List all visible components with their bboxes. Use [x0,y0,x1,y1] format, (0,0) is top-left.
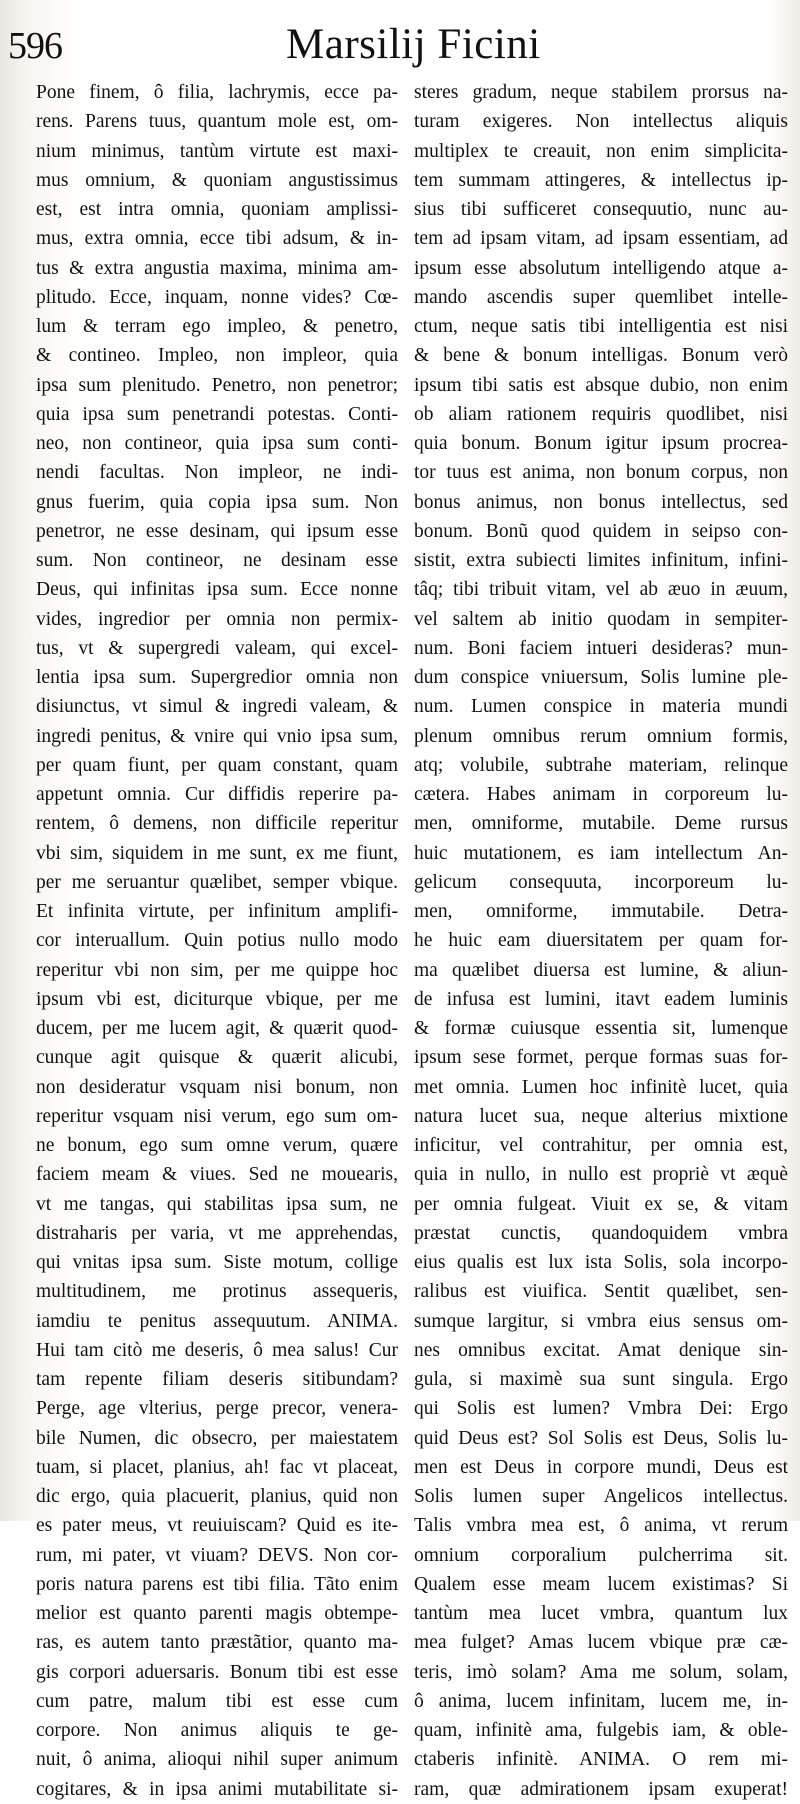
text-line: lum & terram ego impleo, & penetro, [36,316,398,337]
text-line: appetunt omnia. Cur diffidis reperire pa- [36,784,398,805]
text-line: faciem meam & viues. Sed ne mouearis, [36,1164,398,1186]
text-line: Hui tam citò me deseris, ô mea salus! Cur [36,1339,398,1361]
text-line: ipsum tibi satis est absque dubio, non enim [414,374,788,396]
text-line: ctaberis infinitè. ANIMA. O rem mi- [414,1749,788,1771]
text-line: gula, si maximè sua sunt singula. Ergo [414,1369,788,1390]
page-number: 596 [8,25,62,67]
left-text-column [36,78,398,1804]
text-line: rum, mi pater, vt viuam? DEVS. Non cor- [36,1544,398,1566]
text-line: sumque largitur, si vmbra eius sensus om- [414,1310,788,1332]
text-line: cogitares, & in ipsa animi mutabilitate si- [36,1778,398,1800]
text-line: vt me tangas, qui stabilitas ipsa sum, ne [36,1193,398,1215]
text-line: gis corpori aduersaris. Bonum tibi est esse [36,1661,398,1683]
text-line: mea fulget? Amas lucem vbique præ cæ- [414,1632,788,1654]
text-line: Deus, qui infinitas ipsa sum. Ecce nonne [36,579,398,601]
text-line: Et infinita virtute, per infinitum amplifi- [36,901,398,922]
text-line: men, omniforme, mutabile. Deme rursus [414,813,788,835]
text-line: bonum. Bonũ quod quidem in seipso con- [414,520,788,542]
text-line: vides, ingredior per omnia non permix- [36,608,398,630]
text-line: Talis vmbra mea est, ô anima, vt rerum [414,1515,788,1537]
text-line: nuit, ô anima, alioqui nihil super animum [36,1749,398,1771]
text-line: tem ad ipsam vitam, ad ipsam essentiam, ad [414,228,788,250]
text-line: ram, quæ admirationem ipsam exuperat! [414,1778,788,1800]
text-line: ob aliam rationem requiris quodlibet, nisi [414,403,788,425]
text-line: ipsum sese formet, perque formas suas for- [414,1047,788,1069]
text-line: tam repente filiam deseris sitibundam? [36,1369,398,1390]
text-line: qui vnitas ipsa sum. Siste motum, collige [36,1252,398,1273]
text-line: tus, vt & supergredi valeam, qui excel- [36,637,398,659]
text-line: omnium corporalium pulcherrima sit. [414,1544,788,1566]
text-line: melior est quanto parenti magis obtempe- [36,1603,398,1624]
text-line: ipsum esse absolutum intelligendo atque a- [414,257,788,279]
text-line: Solis lumen super Angelicos intellectus. [414,1486,788,1507]
text-line: & formæ cuiusque essentia sit, lumenque [414,1018,788,1039]
text-line: num. Lumen conspice in materia mundi [414,696,788,718]
text-line: tus & extra angustia maxima, minima am- [36,257,398,279]
text-line: tor tuus est anima, non bonum corpus, non [414,462,788,484]
text-line: rens. Parens tuus, quantum mole est, om- [36,111,398,133]
text-line: cor interuallum. Quin potius nullo modo [36,930,398,952]
text-line: sius tibi sufficeret consequutio, nunc au- [414,199,788,220]
text-line: sum. Non contineor, ne desinam esse [36,550,398,571]
text-line: quid Deus est? Sol Solis est Deus, Solis lu- [414,1427,788,1449]
text-line: ctum, neque satis tibi intelligentia est nisi [414,316,788,337]
text-line: ducem, per me lucem agit, & quærit quod- [36,1018,398,1039]
text-line: met omnia. Lumen hoc infinitè lucet, quia [414,1076,788,1098]
text-line: ralibus est viuifica. Sentit quælibet, sen- [414,1281,788,1303]
text-line: plenum omnibus rerum omnium formis, [414,725,788,747]
text-line: nium minimus, tantùm virtute est maxi- [36,140,398,162]
text-line: tuam, si placet, planius, ah! fac vt placeat, [36,1456,398,1478]
text-line: ô anima, lucem infinitam, lucem me, in- [414,1690,788,1712]
text-line: men est Deus in corpore mundi, Deus est [414,1456,788,1478]
text-line: & contineo. Impleo, non impleor, quia [36,345,398,367]
text-line: cunque agit quisque & quærit alicubi, [36,1047,398,1069]
text-line: gnus fuerim, quia copia ipsa sum. Non [36,491,398,513]
text-line: præstat cunctis, quandoquidem vmbra [414,1222,788,1244]
text-line: tantùm mea lucet vmbra, quantum lux [414,1603,788,1624]
text-line: natura lucet sua, neque alterius mixtione [414,1105,788,1127]
text-line: est, est intra omnia, quoniam amplissi- [36,199,398,220]
text-line: lentia ipsa sum. Supergredior omnia non [36,667,398,688]
text-line: num. Boni faciem intueri desideras? mun- [414,637,788,659]
text-line: per omnia fulgeat. Viuit ex se, & vitam [414,1193,788,1215]
text-line: he huic eam diuersitatem per quam for- [414,930,788,952]
text-line: ingredi penitus, & vnire qui vnio ipsa sum, [36,725,398,747]
text-line: ipsa sum plenitudo. Penetro, non penetror; [36,374,398,396]
page-header [0,12,800,82]
text-line: rentem, ô demens, non difficile reperitur [36,813,398,835]
text-line: poris natura parens est tibi filia. Tãto enim [36,1573,398,1595]
text-line: quia ipsa sum penetrandi potestas. Conti- [36,403,398,425]
text-line: Perge, age vlterius, perge precor, venera- [36,1398,398,1420]
text-line: cætera. Habes animam in corporeum lu- [414,784,788,805]
running-title: Marsilij Ficini [286,21,541,68]
text-line: non desideratur vsquam nisi bonum, non [36,1076,398,1098]
text-line: de infusa est lumini, itavt eadem luminis [414,988,788,1010]
text-line: neo, non contineor, quia ipsa sum conti- [36,433,398,454]
text-line: ras, es autem tanto præstãtior, quanto ma- [36,1632,398,1654]
text-line: quia bonum. Bonum igitur ipsum procrea- [414,433,788,454]
text-line: ipsum vbi est, diciturque vbique, per me [36,988,398,1010]
text-line: inficitur, vel contrahitur, per omnia est, [414,1135,788,1156]
text-line: per me seruantur quælibet, semper vbique. [36,871,398,893]
text-line: ne bonum, ego sum omne verum, quære [36,1135,398,1156]
text-line: tâq; tibi tribuit vitam, vel ab æuo in æuum, [414,579,788,601]
text-line: atq; volubile, subtrahe materiam, relinque [414,754,788,776]
text-line: mus, extra omnia, ecce tibi adsum, & in- [36,228,398,250]
text-line: huic mutationem, es iam intellectum An- [414,842,788,864]
text-line: tem summam attingeres, & intellectus ip- [414,169,788,191]
text-line: dum conspice vniuersum, Solis lumine ple- [414,667,788,688]
text-line: disiunctus, vt simul & ingredi valeam, & [36,696,398,718]
text-line: distraharis per varia, vt me apprehendas, [36,1222,398,1244]
text-line: Qualem esse meam lucem existimas? Si [414,1573,788,1595]
text-line: reperitur vbi non sim, per me quippe hoc [36,959,398,981]
text-line: penetror, ne esse desinam, qui ipsum esse [36,520,398,542]
text-line: nendi facultas. Non impleor, ne indi- [36,462,398,484]
text-line: quia in nullo, in nullo est propriè vt æquè [414,1164,788,1186]
text-line: Pone finem, ô filia, lachrymis, ecce pa- [36,82,398,103]
text-line: turam exigeres. Non intellectus aliquis [414,111,788,133]
text-line: eius qualis est lux ista Solis, sola incorpo- [414,1252,788,1273]
right-text-column [414,78,788,1804]
text-line: qui Solis est lumen? Vmbra Dei: Ergo [414,1398,788,1420]
text-line: mus omnium, & quoniam angustissimus [36,169,398,191]
text-line: reperitur vsquam nisi verum, ego sum om- [36,1105,398,1127]
text-line: vbi sim, siquidem in me sunt, ex me fiunt, [36,842,398,864]
text-line: iamdiu te penitus assequutum. ANIMA. [36,1310,398,1332]
text-line: nes omnibus excitat. Amat denique sin- [414,1339,788,1361]
text-line: teris, imò solam? Ama me solum, solam, [414,1661,788,1683]
text-line: corpore. Non animus aliquis te ge- [36,1720,398,1741]
text-line: per quam fiunt, per quam constant, quam [36,754,398,776]
text-line: men, omniforme, immutabile. Detra- [414,901,788,922]
text-line: ma quælibet diuersa est lumine, & aliun- [414,959,788,981]
text-line: multiplex te creauit, non enim simplicita- [414,140,788,162]
text-line: cum patre, malum tibi est esse cum [36,1690,398,1712]
text-line: multitudinem, me protinus assequeris, [36,1281,398,1303]
text-line: es pater meus, vt reuiuiscam? Quid es ite- [36,1515,398,1537]
text-line: dic ergo, quia placuerit, planius, quid non [36,1486,398,1507]
text-line: steres gradum, neque stabilem prorsus na- [414,82,788,103]
text-line: gelicum consequuta, incorporeum lu- [414,871,788,893]
text-line: mando ascendis super quemlibet intelle- [414,286,788,308]
text-line: vel saltem ab initio quodam in sempiter- [414,608,788,630]
text-line: bonus animus, non bonus intellectus, sed [414,491,788,513]
text-line: sistit, extra subiecti limites infinitum, infini- [414,550,788,571]
text-line: bile Numen, dic obsecro, per maiestatem [36,1427,398,1449]
text-line: plitudo. Ecce, inquam, nonne vides? Cœ- [36,286,398,308]
text-line: quam, infinitè ama, fulgebis iam, & oble- [414,1720,788,1741]
text-line: & bene & bonum intelligas. Bonum verò [414,345,788,367]
